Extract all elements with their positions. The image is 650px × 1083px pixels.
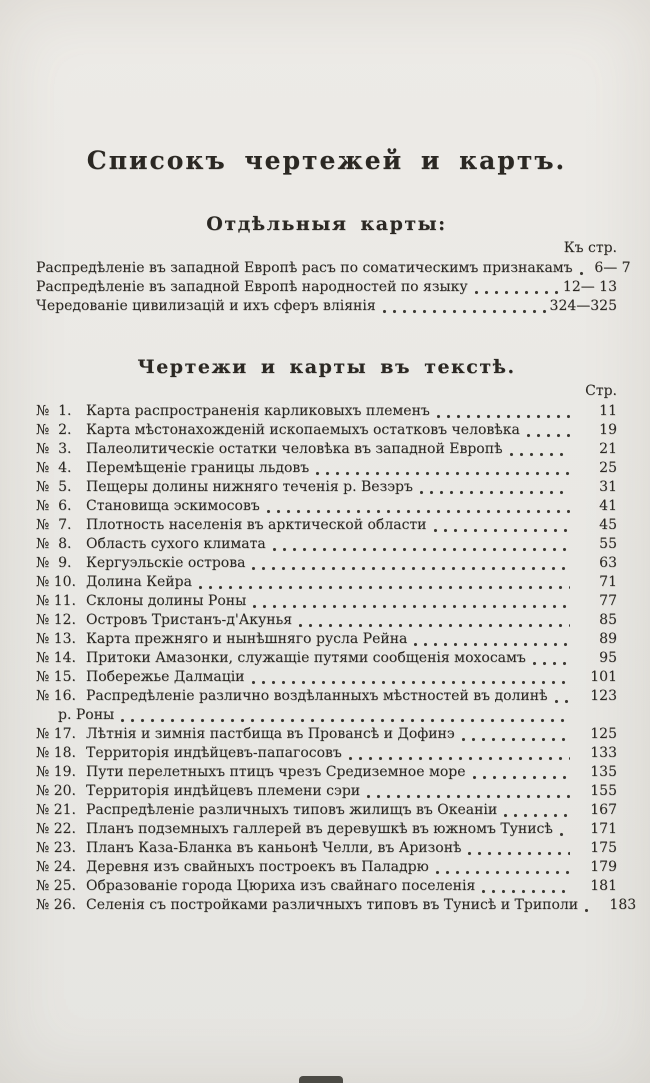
entry-number: № 5. [36,479,72,495]
page-number: 125 [590,726,617,742]
toc-row [36,297,617,316]
toc-row [36,820,617,839]
entry-label: Территорія индѣйцевъ племени сэри [86,783,361,799]
column-header-page: Стр. [585,383,617,399]
entry-label: Область сухого климата [86,536,266,552]
dot-leader [468,851,570,856]
entry-label: Распредѣленіе въ западной Европѣ расъ по соматическимъ признакамъ [36,260,573,276]
dot-leader [560,832,570,837]
toc-row [36,801,617,820]
entry-number: № 2. [36,422,72,438]
entry-label: Долина Кейра [86,574,192,590]
entry-number: № 21. [36,802,76,818]
entry-label: Образованіе города Цюриха изъ свайнаго поселенія [86,878,476,894]
dot-leader [434,528,571,533]
dot-leader [121,718,570,723]
entry-label: Островъ Тристанъ-д'Акунья [86,612,293,628]
entry-number: № 26. [36,897,76,913]
page-number: 175 [590,840,617,856]
page-number: 19 [599,422,617,438]
toc-row [36,611,617,630]
toc-row [36,440,617,459]
toc-row [36,858,617,877]
dot-leader [199,585,570,590]
section-separate-maps [36,213,631,316]
scan-artifact [299,1076,343,1083]
page-number: 89 [599,631,617,647]
entry-number: № 17. [36,726,76,742]
section-text-figures [36,356,637,915]
entry-label: Распредѣленіе въ западной Европѣ народностей по языку [36,279,468,295]
entry-label: Карта мѣстонахожденій ископаемыхъ остатковъ человѣка [86,422,520,438]
dot-leader [253,604,570,609]
entry-label: Распредѣленіе различныхъ типовъ жилищъ въ Океаніи [86,802,498,818]
entry-label: Территорія индѣйцевъ-папагосовъ [86,745,342,761]
page-number: 63 [599,555,617,571]
dot-leader [482,889,570,894]
dot-leader [504,813,570,818]
toc-row [36,478,617,497]
dot-leader [367,794,570,799]
page-number: 85 [599,612,617,628]
entry-label: Склоны долины Роны [86,593,247,609]
page-number: 167 [590,802,617,818]
toc-row [36,782,617,801]
entry-label: Палеолитическіе остатки человѣка въ западной Европѣ [86,441,503,457]
page-number: 6— 7 [594,260,631,276]
dot-leader [437,414,570,419]
toc-row [36,763,617,782]
entry-number: № 6. [36,498,72,514]
entry-number: № 4. [36,460,72,476]
toc-row [36,630,617,649]
toc-row [36,278,617,297]
toc-row [36,649,617,668]
page-number: 179 [590,859,617,875]
dot-leader [527,433,570,438]
page-number: 123 [590,688,617,704]
dot-leader [349,756,570,761]
page-number: 11 [599,403,617,419]
entry-label: Карта прежняго и нынѣшняго русла Рейна [86,631,408,647]
page-number: 41 [599,498,617,514]
entry-label: Пути перелетныхъ птицъ чрезъ Средиземное море [86,764,466,780]
entry-number: № 22. [36,821,76,837]
entry-number: № 13. [36,631,76,647]
page-number: 25 [599,460,617,476]
page-number: 155 [590,783,617,799]
dot-leader [510,452,570,457]
entry-label: Кергуэльскіе острова [86,555,246,571]
toc-row [36,573,617,592]
entry-number: № 7. [36,517,72,533]
section-heading: Отдѣльныя карты: [206,213,447,235]
dot-leader [299,623,570,628]
entry-label: Побережье Далмаціи [86,669,245,685]
dot-leader [252,680,570,685]
toc-row [36,744,617,763]
entry-label: Планъ Каза-Бланка въ каньонѣ Челли, въ Аризонѣ [86,840,462,856]
toc-row [36,421,617,440]
dot-leader [252,566,570,571]
toc-row [36,896,637,915]
entry-label: Плотность населенія въ арктической области [86,517,427,533]
page-number: 12— 13 [562,279,617,295]
entry-number: № 19. [36,764,76,780]
dot-leader [475,290,560,295]
entry-label: Селенія съ постройками различныхъ типовъ въ Тунисѣ и Триполи [86,897,579,913]
entry-number: № 1. [36,403,72,419]
dot-leader [414,642,570,647]
entry-label: Распредѣленіе различно воздѣланныхъ мѣстностей въ долинѣ [86,688,548,704]
entry-number: № 20. [36,783,76,799]
entry-number: № 15. [36,669,76,685]
entry-number: № 18. [36,745,76,761]
entry-label: Карта распространенія карликовыхъ племенъ [86,403,430,419]
page-number: 95 [599,650,617,666]
toc-row [36,668,617,687]
entry-label: Становища эскимосовъ [86,498,260,514]
entry-number: № 24. [36,859,76,875]
page-number: 45 [599,517,617,533]
entry-number: № 12. [36,612,76,628]
toc-row [36,877,617,896]
entry-label: Притоки Амазонки, служащіе путями сообщенія мохосамъ [86,650,526,666]
page-number: 324—325 [549,298,617,314]
dot-leader [420,490,570,495]
toc-row [36,516,617,535]
toc-row [36,402,617,421]
entry-label: Пещеры долины нижняго теченія р. Везэръ [86,479,413,495]
page-number: 135 [590,764,617,780]
dot-leader [580,271,584,276]
entry-number: № 23. [36,840,76,856]
page-number: 183 [609,897,637,913]
toc-row [36,554,617,573]
entry-number: № 9. [36,555,72,571]
entry-label: Перемѣщеніе границы льдовъ [86,460,310,476]
toc-row [36,592,617,611]
dot-leader [473,775,570,780]
toc-rows [36,259,631,316]
entry-number: № 3. [36,441,72,457]
page-number: 71 [599,574,617,590]
dot-leader [316,471,570,476]
dot-leader [533,661,570,666]
toc-row [36,687,617,706]
dot-leader [585,908,589,913]
page-number: 181 [590,878,617,894]
entry-number: № 25. [36,878,76,894]
entry-number: № 8. [36,536,72,552]
page-number: 31 [599,479,617,495]
toc-row [36,725,617,744]
toc-rows [36,402,637,915]
dot-leader [462,737,570,742]
toc-row [36,839,617,858]
toc-row [36,706,617,725]
page-number: 101 [590,669,617,685]
column-header-page: Къ стр. [563,240,617,256]
toc-row [36,535,617,554]
dot-leader [436,870,570,875]
toc-row [36,259,631,278]
entry-label: Планъ подземныхъ галлерей въ деревушкѣ въ южномъ Тунисѣ [86,821,553,837]
page-number: 171 [590,821,617,837]
dot-leader [383,309,547,314]
dot-leader [273,547,570,552]
entry-number: № 11. [36,593,76,609]
page-title: Списокъ чертежей и картъ. [86,146,567,175]
toc-row [36,497,617,516]
toc-row [36,459,617,478]
dot-leader [555,699,570,704]
dot-leader [267,509,570,514]
page-number: 133 [590,745,617,761]
page-number: 55 [599,536,617,552]
entry-label: Чередованіе цивилизацій и ихъ сферъ вліянія [36,298,376,314]
page-number: 21 [599,441,617,457]
entry-number: № 14. [36,650,76,666]
entry-label: р. Роны [58,707,115,723]
entry-label: Лѣтнія и зимнія пастбища въ Провансѣ и Дофинэ [86,726,455,742]
page-number: 77 [599,593,617,609]
entry-number: № 10. [36,574,76,590]
section-heading: Чертежи и карты въ текстѣ. [137,356,516,378]
entry-number: № 16. [36,688,76,704]
entry-label: Деревня изъ свайныхъ построекъ въ Паладрю [86,859,429,875]
